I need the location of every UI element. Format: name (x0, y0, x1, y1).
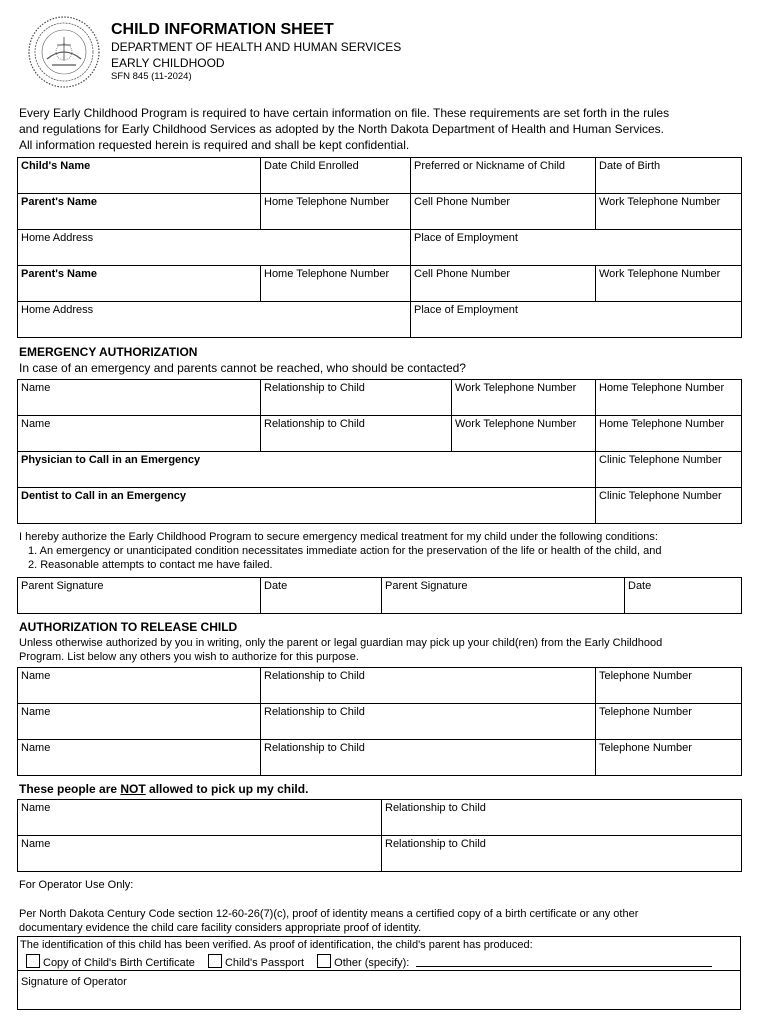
emergency1-work-phone-field[interactable]: Work Telephone Number (452, 380, 596, 416)
birth-certificate-checkbox[interactable] (26, 954, 40, 968)
operator-divider (18, 970, 740, 971)
release-text: Unless otherwise authorized by you in writing, only the parent or legal guardian may pick up your child(ren) from the Early Childhood Program. List below any others you wish to authorize for this purpose. (19, 637, 663, 663)
release3-phone-field[interactable]: Telephone Number (596, 740, 742, 776)
emergency1-home-phone-field[interactable]: Home Telephone Number (596, 380, 742, 416)
parent2-name-field[interactable]: Parent's Name (18, 266, 261, 302)
state-seal-icon (27, 15, 101, 89)
division-name: EARLY CHILDHOOD (111, 56, 225, 70)
release-heading: AUTHORIZATION TO RELEASE CHILD (19, 620, 238, 634)
release2-relationship-field[interactable]: Relationship to Child (261, 704, 596, 740)
parent1-address-field[interactable]: Home Address (18, 230, 411, 266)
parent1-cell-phone-field[interactable]: Cell Phone Number (411, 194, 596, 230)
release1-name-field[interactable]: Name (18, 668, 261, 704)
not-allowed2-name-field[interactable]: Name (18, 836, 382, 872)
verified-text: The identification of this child has been verified. As proof of identification, the child's parent has produced: (20, 939, 533, 951)
release3-name-field[interactable]: Name (18, 740, 261, 776)
birth-certificate-label: Copy of Child's Birth Certificate (43, 957, 195, 969)
emergency-table (17, 379, 742, 524)
emergency2-name-field[interactable]: Name (18, 416, 261, 452)
passport-checkbox[interactable] (208, 954, 222, 968)
not-allowed-heading: These people are NOT allowed to pick up my child. (19, 782, 309, 796)
not-allowed2-relationship-field[interactable]: Relationship to Child (382, 836, 742, 872)
other-label: Other (specify): (334, 957, 410, 969)
not-allowed1-name-field[interactable]: Name (18, 800, 382, 836)
release1-phone-field[interactable]: Telephone Number (596, 668, 742, 704)
other-specify-line[interactable] (416, 956, 712, 967)
parent2-address-field[interactable]: Home Address (18, 302, 411, 338)
intro-text: Every Early Childhood Program is required to have certain information on file. These requirements are set forth in the rules and regulations for Early Childhood Services as adopted by the North Dakota Department of Health and Human Services. All information requested herein is required and shall be kept confidential. (19, 106, 670, 152)
emergency1-relationship-field[interactable]: Relationship to Child (261, 380, 452, 416)
form-number: SFN 845 (11-2024) (111, 71, 192, 82)
emergency2-home-phone-field[interactable]: Home Telephone Number (596, 416, 742, 452)
dentist-field[interactable]: Dentist to Call in an Emergency (18, 488, 596, 524)
release2-phone-field[interactable]: Telephone Number (596, 704, 742, 740)
physician-field[interactable]: Physician to Call in an Emergency (18, 452, 596, 488)
childs-name-field[interactable]: Child's Name (18, 158, 261, 194)
emergency-question: In case of an emergency and parents cannot be reached, who should be contacted? (19, 361, 466, 375)
emergency-heading: EMERGENCY AUTHORIZATION (19, 345, 198, 359)
parent1-name-field[interactable]: Parent's Name (18, 194, 261, 230)
parent1-work-phone-field[interactable]: Work Telephone Number (596, 194, 742, 230)
physician-clinic-phone-field[interactable]: Clinic Telephone Number (596, 452, 742, 488)
release2-name-field[interactable]: Name (18, 704, 261, 740)
nickname-field[interactable]: Preferred or Nickname of Child (411, 158, 596, 194)
form-title: CHILD INFORMATION SHEET (111, 21, 334, 38)
passport-label: Child's Passport (224, 957, 305, 969)
emergency2-relationship-field[interactable]: Relationship to Child (261, 416, 452, 452)
century-code-text: Per North Dakota Century Code section 12-60-26(7)(c), proof of identity means a certified copy of a birth certificate or any other documentary evidence the child care facility considers appropriate proof of identity. (19, 908, 639, 934)
emergency2-work-phone-field[interactable]: Work Telephone Number (452, 416, 596, 452)
parent-signature-field-1[interactable]: Parent Signature (18, 578, 261, 614)
release-table (17, 667, 742, 776)
dentist-clinic-phone-field[interactable]: Clinic Telephone Number (596, 488, 742, 524)
date-enrolled-field[interactable]: Date Child Enrolled (261, 158, 411, 194)
operator-box (17, 936, 741, 1010)
date-field-2[interactable]: Date (625, 578, 742, 614)
parent1-home-phone-field[interactable]: Home Telephone Number (261, 194, 411, 230)
child-info-table (17, 157, 742, 338)
parent2-work-phone-field[interactable]: Work Telephone Number (596, 266, 742, 302)
other-checkbox[interactable] (317, 954, 331, 968)
operator-label: For Operator Use Only: (19, 879, 134, 891)
not-allowed-table (17, 799, 742, 872)
date-field-1[interactable]: Date (261, 578, 382, 614)
parent-signature-field-2[interactable]: Parent Signature (382, 578, 625, 614)
signature-table (17, 577, 742, 614)
parent2-cell-phone-field[interactable]: Cell Phone Number (411, 266, 596, 302)
release1-relationship-field[interactable]: Relationship to Child (261, 668, 596, 704)
parent2-home-phone-field[interactable]: Home Telephone Number (261, 266, 411, 302)
id-options (20, 954, 712, 970)
not-allowed1-relationship-field[interactable]: Relationship to Child (382, 800, 742, 836)
parent1-employment-field[interactable]: Place of Employment (411, 230, 742, 266)
dob-field[interactable]: Date of Birth (596, 158, 742, 194)
authorization-text: I hereby authorize the Early Childhood Program to secure emergency medical treatment for my child under the following conditions: 1. An emergency or unanticipated condition necessitates immediate action for the preservation of the life or health of the child, and 2. Reasonable attempts to contact me have failed. (19, 531, 662, 571)
parent2-employment-field[interactable]: Place of Employment (411, 302, 742, 338)
operator-signature-field[interactable]: Signature of Operator (21, 976, 127, 988)
department-name: DEPARTMENT OF HEALTH AND HUMAN SERVICES (111, 40, 402, 54)
release3-relationship-field[interactable]: Relationship to Child (261, 740, 596, 776)
emergency1-name-field[interactable]: Name (18, 380, 261, 416)
